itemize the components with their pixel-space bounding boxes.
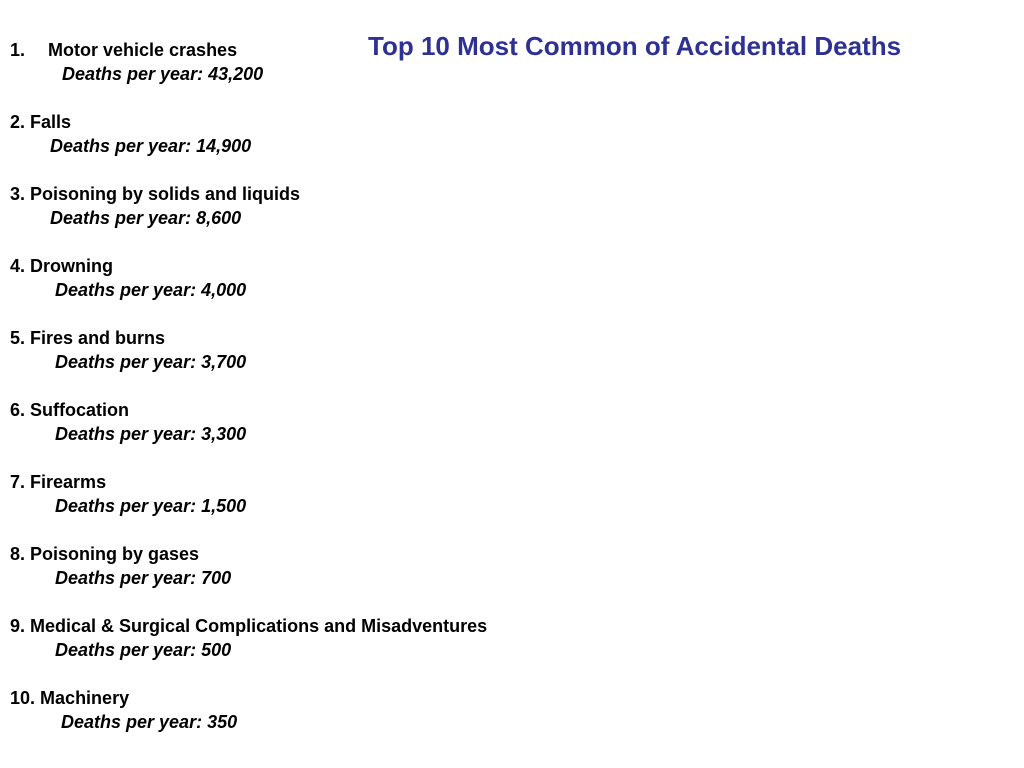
spacer	[10, 518, 630, 542]
accidental-deaths-list	[10, 38, 630, 734]
list-item	[10, 110, 630, 158]
spacer	[10, 302, 630, 326]
list-item	[10, 542, 630, 590]
list-item-label: Poisoning by solids and liquids	[30, 184, 301, 204]
list-item-number: 2.	[10, 112, 26, 132]
list-item-number: 4.	[10, 256, 26, 276]
list-item	[10, 326, 630, 374]
list-item-number: 7.	[10, 472, 26, 492]
spacer	[10, 230, 630, 254]
list-item	[10, 38, 630, 86]
spacer	[10, 590, 630, 614]
spacer	[10, 662, 630, 686]
list-item-title	[10, 470, 630, 494]
list-item-label: Machinery	[40, 688, 130, 708]
spacer	[10, 86, 630, 110]
list-item-number: 5.	[10, 328, 26, 348]
slide-title: Top 10 Most Common of Accidental Deaths	[368, 31, 902, 61]
spacer	[10, 446, 630, 470]
list-item-title	[10, 110, 630, 134]
list-item-label: Firearms	[30, 472, 107, 492]
list-item-label: Suffocation	[30, 400, 130, 420]
list-item	[10, 254, 630, 302]
list-item-title	[10, 326, 630, 350]
deaths-per-year: Deaths per year: 14,900	[50, 136, 252, 156]
list-item-title	[10, 542, 630, 566]
deaths-per-year: Deaths per year: 500	[55, 640, 232, 660]
list-item-number: 9.	[10, 616, 26, 636]
list-item	[10, 614, 630, 662]
list-item-label: Fires and burns	[30, 328, 166, 348]
deaths-per-year: Deaths per year: 8,600	[50, 208, 242, 228]
list-item-label: Motor vehicle crashes	[48, 40, 238, 60]
list-item-number: 8.	[10, 544, 26, 564]
deaths-per-year: Deaths per year: 350	[61, 712, 238, 732]
spacer	[10, 374, 630, 398]
list-item-number: 10.	[10, 688, 36, 708]
spacer	[10, 158, 630, 182]
list-item-title	[10, 398, 630, 422]
list-item-number: 3.	[10, 184, 26, 204]
list-item-number: 1.	[10, 40, 26, 60]
list-item-title	[10, 686, 630, 710]
list-item	[10, 398, 630, 446]
deaths-per-year: Deaths per year: 1,500	[55, 496, 247, 516]
list-item	[10, 686, 630, 734]
list-item-number: 6.	[10, 400, 26, 420]
list-item-label: Drowning	[30, 256, 114, 276]
list-item-label: Falls	[30, 112, 72, 132]
deaths-per-year: Deaths per year: 700	[55, 568, 232, 588]
deaths-per-year: Deaths per year: 4,000	[55, 280, 247, 300]
list-item-title	[10, 38, 630, 62]
list-item-label: Medical & Surgical Complications and Misadventures	[30, 616, 488, 636]
list-item	[10, 470, 630, 518]
list-item-title	[10, 254, 630, 278]
list-item	[10, 182, 630, 230]
list-item-label: Poisoning by gases	[30, 544, 200, 564]
list-item-title	[10, 182, 630, 206]
deaths-per-year: Deaths per year: 3,700	[55, 352, 247, 372]
deaths-per-year: Deaths per year: 3,300	[55, 424, 247, 444]
list-item-title	[10, 614, 630, 638]
deaths-per-year: Deaths per year: 43,200	[62, 64, 264, 84]
